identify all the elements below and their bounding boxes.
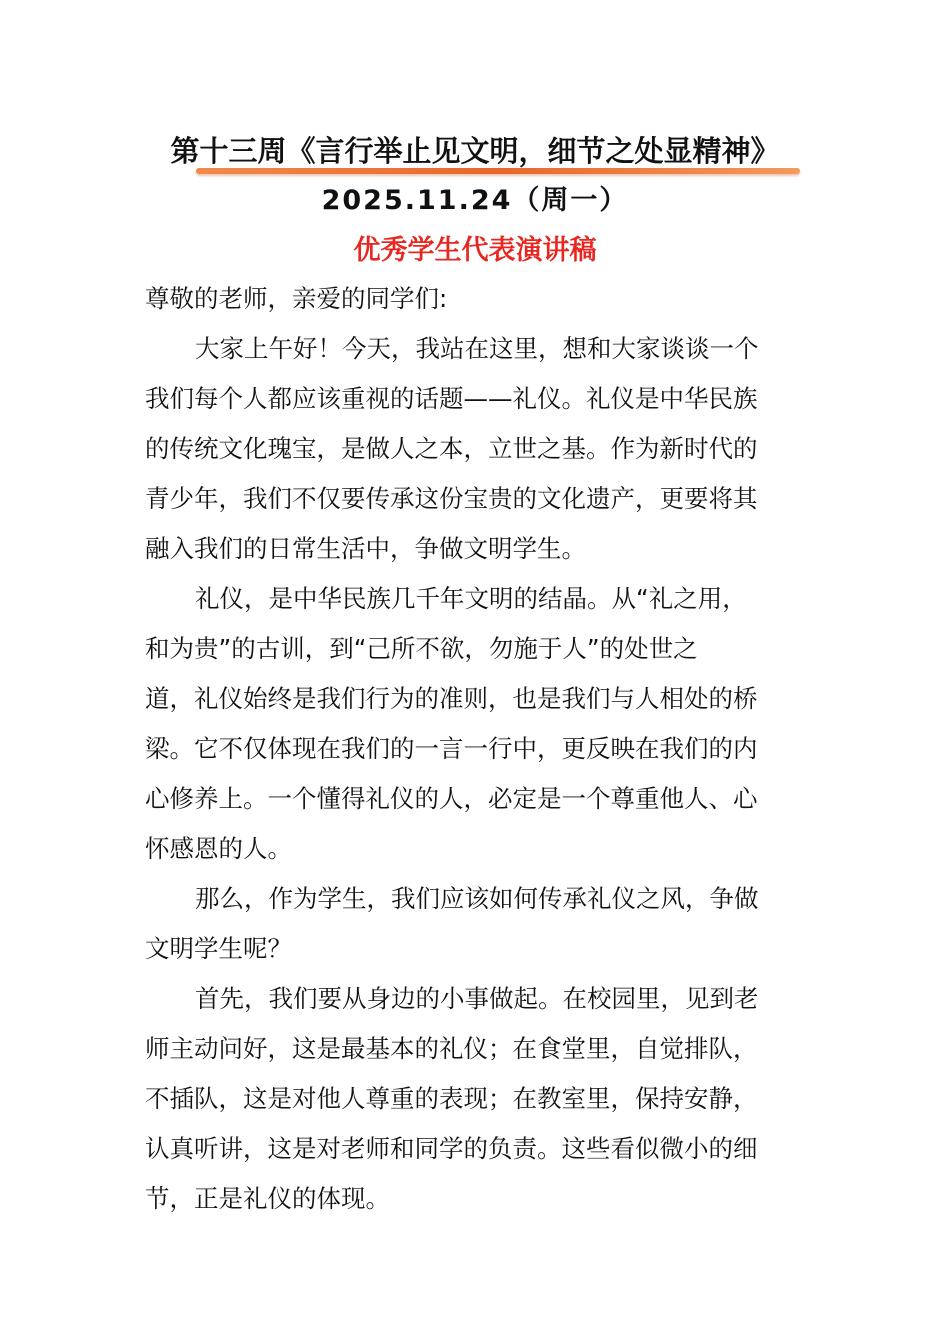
speech-body — [145, 274, 805, 1224]
body-line: 大家上午好！今天，我站在这里，想和大家谈谈一个 — [195, 334, 759, 363]
body-line: 认真听讲，这是对老师和同学的负责。这些看似微小的细 — [145, 1134, 758, 1163]
document-subtitle: 优秀学生代表演讲稿 — [353, 235, 597, 266]
title-underline — [196, 168, 800, 174]
body-line: 怀感恩的人。 — [145, 834, 292, 863]
body-line: 礼仪，是中华民族几千年文明的结晶。从“礼之用， — [195, 584, 747, 613]
body-line: 融入我们的日常生活中，争做文明学生。 — [145, 534, 586, 563]
body-line: 那么，作为学生，我们应该如何传承礼仪之风，争做 — [195, 884, 759, 913]
body-line: 我们每个人都应该重视的话题——礼仪。礼仪是中华民族 — [145, 384, 758, 413]
body-line: 的传统文化瑰宝，是做人之本，立世之基。作为新时代的 — [145, 434, 758, 463]
body-line: 心修养上。一个懂得礼仪的人，必定是一个尊重他人、心 — [145, 784, 758, 813]
body-line: 道，礼仪始终是我们行为的准则，也是我们与人相处的桥 — [145, 684, 758, 713]
document-date: 2025.11.24（周一） — [321, 185, 629, 216]
body-line: 梁。它不仅体现在我们的一言一行中，更反映在我们的内 — [145, 734, 758, 763]
body-line: 和为贵”的古训，到“己所不欲，勿施于人”的处世之 — [145, 634, 698, 663]
body-line: 青少年，我们不仅要传承这份宝贵的文化遗产，更要将其 — [145, 484, 758, 513]
body-line: 节，正是礼仪的体现。 — [145, 1184, 390, 1213]
body-line: 首先，我们要从身边的小事做起。在校园里，见到老 — [195, 984, 759, 1013]
salutation-line: 尊敬的老师，亲爱的同学们: — [145, 284, 448, 313]
body-line: 不插队，这是对他人尊重的表现；在教室里，保持安静， — [145, 1084, 758, 1113]
document-title: 第十三周《言行举止见文明，细节之处显精神》 — [170, 134, 780, 168]
body-line: 文明学生呢？ — [145, 934, 292, 963]
body-line: 师主动问好，这是最基本的礼仪；在食堂里，自觉排队， — [145, 1034, 758, 1063]
